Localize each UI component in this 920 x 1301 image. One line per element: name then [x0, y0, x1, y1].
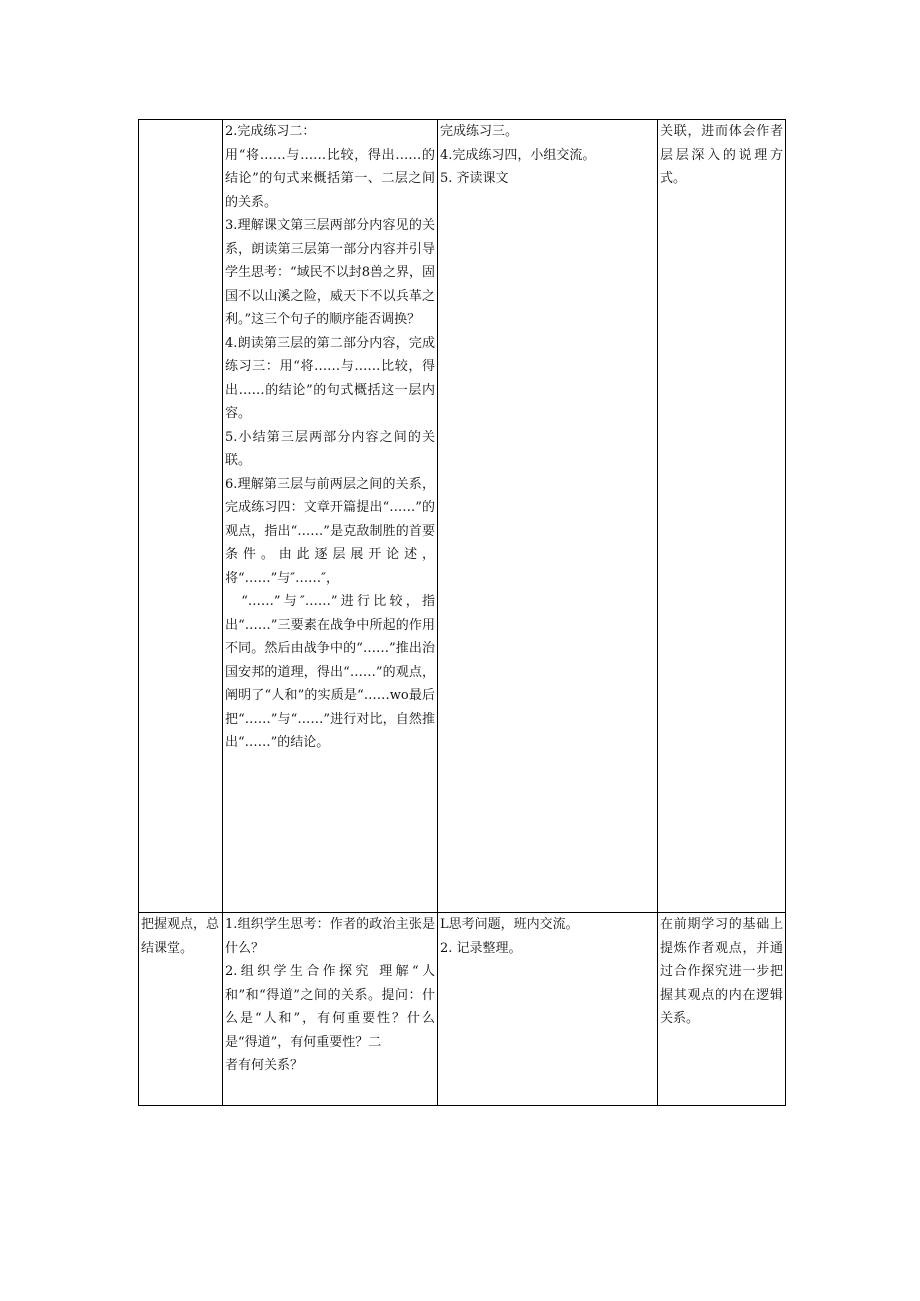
teacher-step: 者有何关系？ [225, 1058, 304, 1073]
teacher-step: 1.组织学生思考：作者的政治主张是什么？ [225, 917, 435, 956]
student-step: L思考问题，班内交流。 [440, 917, 579, 932]
teacher-step: 4.朗读第三层的第二部分内容，完成练习三：用“将……与……比较，得出……的结论”的句式概括这一层内容。 [225, 335, 435, 421]
teacher-activity-cell [223, 913, 438, 1106]
design-intent-text: 关联，进而体会作者层层深入的说理方式。 [660, 124, 783, 186]
teacher-step: 2.组织学生合作探究 理解“人和”和“得道”之间的关系。提问：什么是“人和”，有何重要性？什么是“得道”，有何重要性？二 [225, 964, 435, 1050]
design-intent-cell [658, 913, 786, 1106]
stage-cell [139, 913, 223, 1106]
design-intent-cell [658, 120, 786, 913]
teacher-step: 3.理解课文第三层两部分内容见的关系，朗读第三层第一部分内容并引导学生思考：“域民不以封8兽之界，固国不以山溪之险，威天下不以兵革之利。”这三个句子的顺序能否调换？ [225, 218, 435, 327]
student-step: 2. 记录整理。 [440, 940, 522, 956]
stage-cell [139, 120, 223, 913]
lesson-plan-table [138, 119, 786, 1106]
design-intent-text: 在前期学习的基础上提炼作者观点，并通过合作探究进一步把握其观点的内在逻辑关系。 [660, 917, 783, 1026]
student-activity-cell [438, 913, 658, 1106]
student-step: 完成练习三。 [440, 124, 519, 139]
table-row [139, 120, 786, 913]
teacher-step: 5.小结第三层两部分内容之间的关联。 [225, 429, 435, 468]
student-step: 4.完成练习四，小组交流。 [440, 147, 596, 163]
stage-text: 把握观点，总结课堂。 [141, 917, 220, 956]
table-row [139, 913, 786, 1106]
teacher-step: 6.理解第三层与前两层之间的关系，完成练习四：文章开篇提出“……”的观点，指出“……”是克敌制胜的首要条件。由此逐层展开论述，将“……”与″……″， [225, 476, 435, 586]
teacher-activity-cell [223, 120, 438, 913]
teacher-step: 用“将……与……比较，得出……的结论”的句式来概括第一、二层之间的关系。 [225, 147, 435, 210]
teacher-step: “……”与″……”进行比较，指出“……”三要素在战争中所起的作用不同。然后由战争中的“……”推出治国安邦的道理，得出“……”的观点，阐明了“人和”的实质是“……wo最后把“……”与“……”进行对比，自然推出“……”的结论。 [225, 594, 435, 750]
teacher-step: 2.完成练习二： [225, 124, 316, 139]
student-activity-cell [438, 120, 658, 913]
student-step: 5. 齐读课文 [440, 171, 509, 186]
